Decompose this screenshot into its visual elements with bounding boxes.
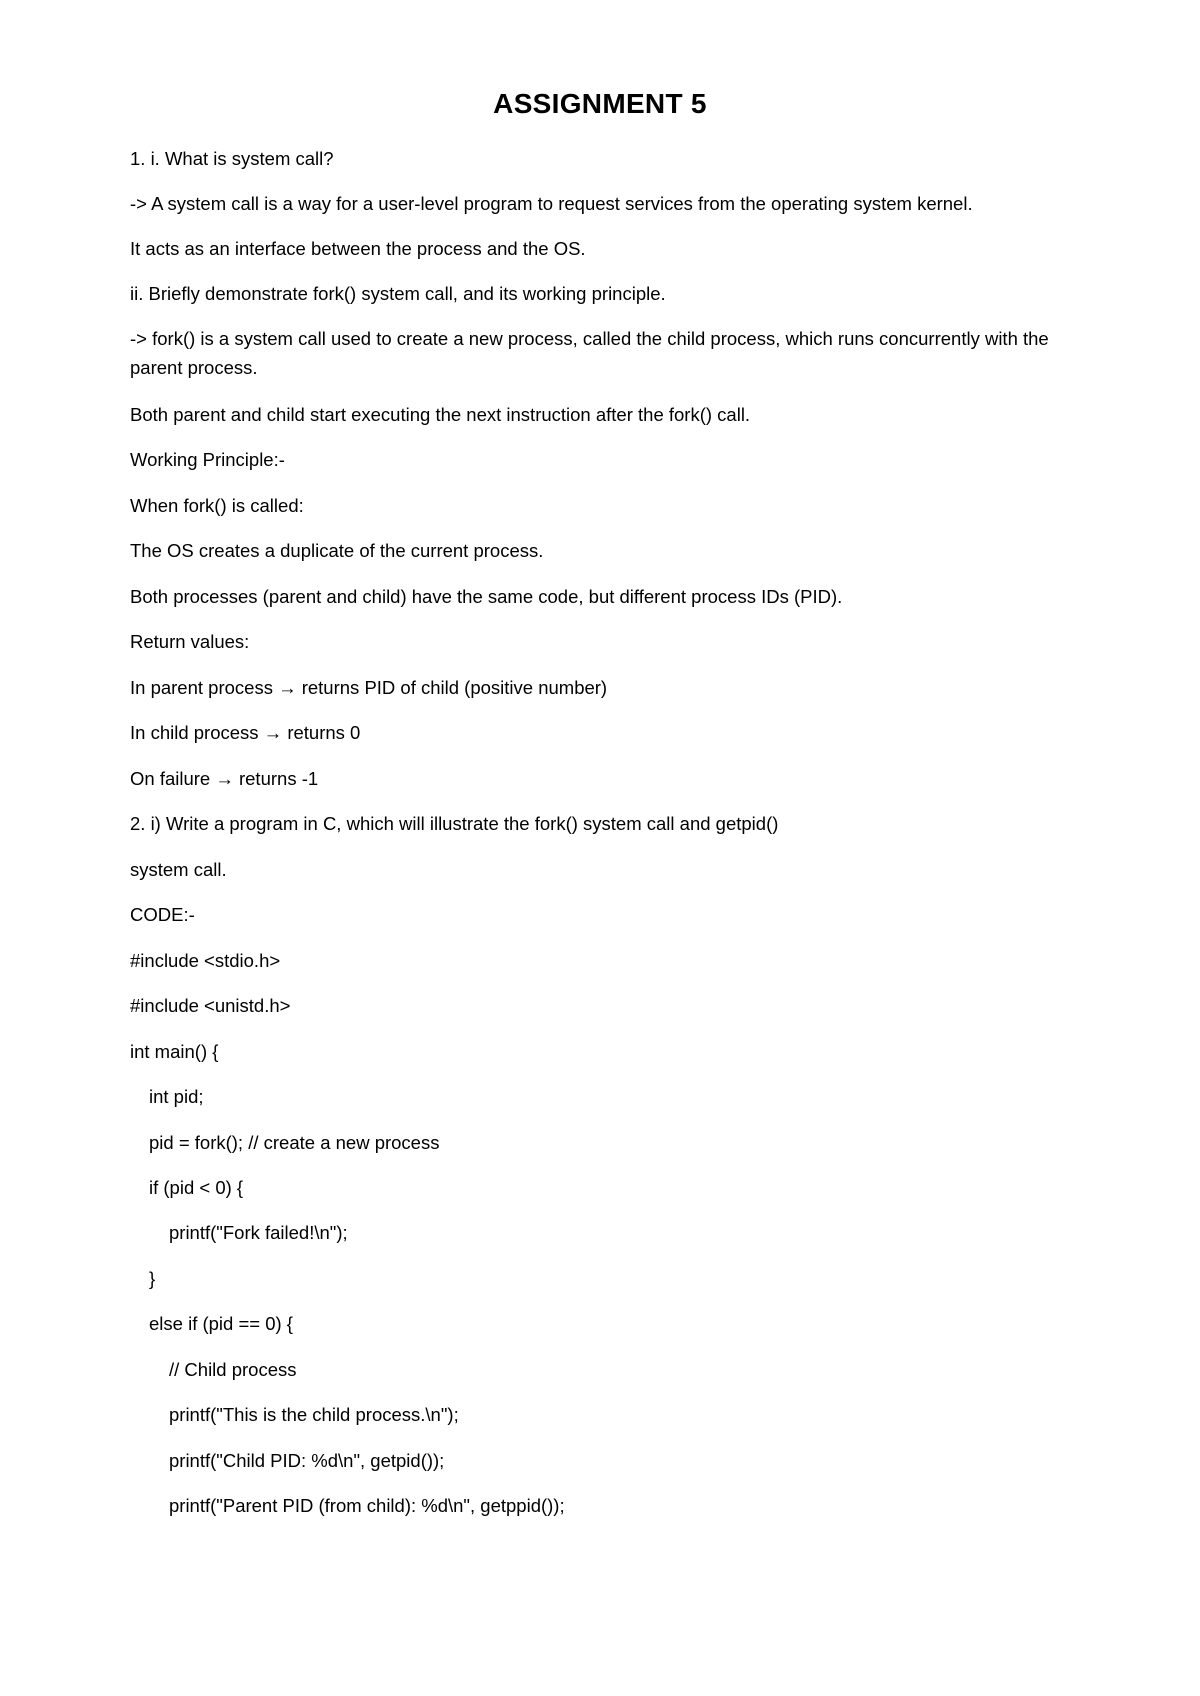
- code-line: printf("Parent PID (from child): %d\n", getppid());: [169, 1495, 565, 1516]
- code-heading: CODE:-: [130, 904, 195, 925]
- code-line: printf("Fork failed!\n");: [169, 1222, 348, 1243]
- code-line: printf("This is the child process.\n");: [169, 1404, 459, 1425]
- return-value-failure: On failure → returns -1: [130, 768, 319, 789]
- question-1-i: 1. i. What is system call?: [130, 148, 334, 169]
- question-1-ii: ii. Briefly demonstrate fork() system call, and its working principle.: [130, 283, 666, 304]
- answer-1-i-line-1: -> A system call is a way for a user-level program to request services from the operating system kernel.: [130, 193, 973, 214]
- answer-1-i-line-2: It acts as an interface between the process and the OS.: [130, 238, 586, 259]
- code-line: pid = fork(); // create a new process: [149, 1132, 440, 1153]
- code-line: else if (pid == 0) {: [149, 1313, 293, 1334]
- answer-1-ii-paragraph: -> fork() is a system call used to create a new process, called the child process, which runs concurrently with the parent process.: [130, 328, 1049, 378]
- code-line: }: [149, 1268, 156, 1289]
- code-line: #include <unistd.h>: [130, 995, 291, 1016]
- working-principle-line-1: When fork() is called:: [130, 495, 304, 516]
- return-values-heading: Return values:: [130, 631, 250, 652]
- code-line: int main() {: [130, 1041, 219, 1062]
- answer-1-ii-line-2: Both parent and child start executing the next instruction after the fork() call.: [130, 404, 751, 425]
- code-line: int pid;: [149, 1086, 204, 1107]
- question-2-i-line-2: system call.: [130, 859, 227, 880]
- code-line: #include <stdio.h>: [130, 950, 281, 971]
- question-2-i-line-1: 2. i) Write a program in C, which will illustrate the fork() system call and getpid(): [130, 813, 779, 834]
- return-value-child: In child process → returns 0: [130, 722, 361, 743]
- code-line: if (pid < 0) {: [149, 1177, 244, 1198]
- working-principle-line-2: The OS creates a duplicate of the current process.: [130, 540, 544, 561]
- page-title: ASSIGNMENT 5: [493, 88, 707, 119]
- code-line: // Child process: [169, 1359, 297, 1380]
- code-line: printf("Child PID: %d\n", getpid());: [169, 1450, 445, 1471]
- working-principle-line-3: Both processes (parent and child) have the same code, but different process IDs (PID).: [130, 586, 843, 607]
- working-principle-heading: Working Principle:-: [130, 449, 285, 470]
- return-value-parent: In parent process → returns PID of child (positive number): [130, 677, 608, 698]
